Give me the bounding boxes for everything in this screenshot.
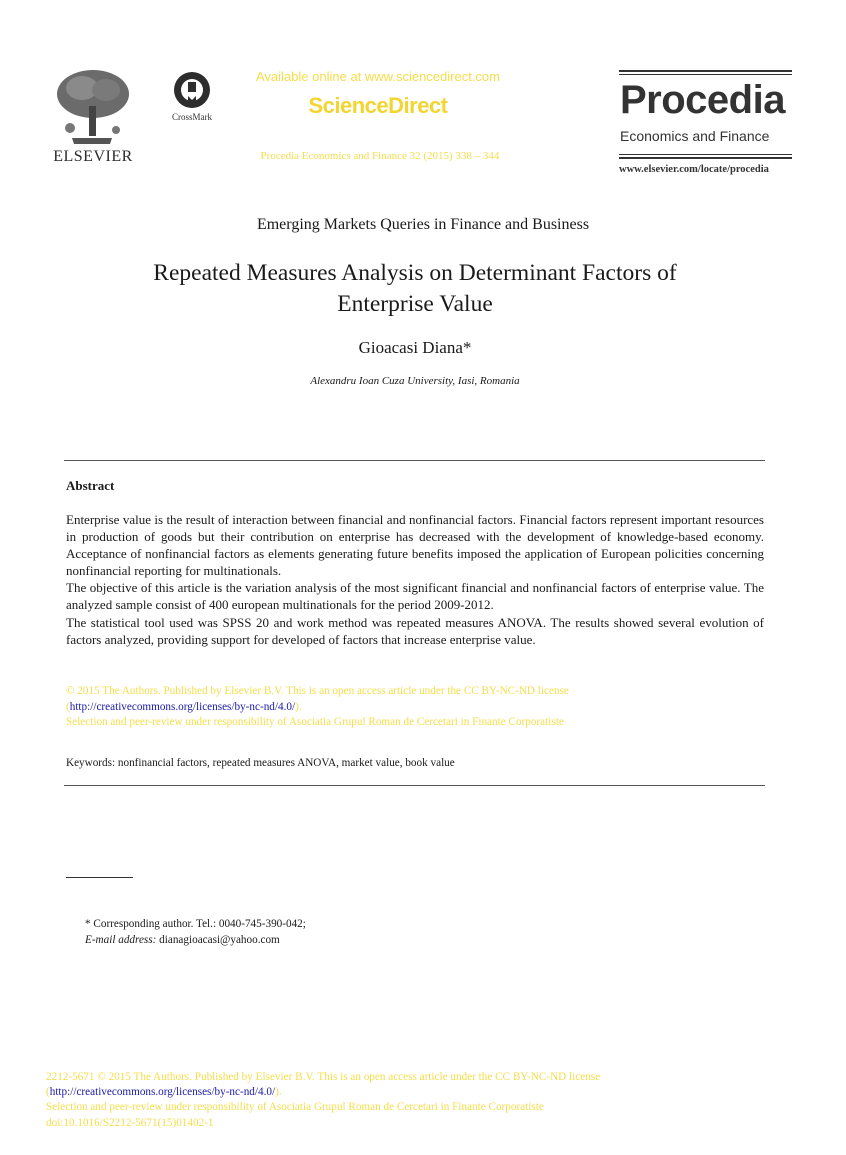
issn-copyright-line: 2212-5671 © 2015 The Authors. Published by Elsevier B.V. This is an open access article under the CC BY-NC-ND license bbox=[46, 1071, 601, 1083]
paren-open: ( bbox=[46, 1086, 50, 1099]
footnote bbox=[85, 916, 306, 948]
author-name: Gioacasi Diana* bbox=[358, 338, 472, 357]
procedia-rule-bottom-thin bbox=[619, 154, 792, 155]
bottom-license-notice bbox=[46, 1070, 826, 1131]
available-online-text: Available online at www.sciencedirect.com bbox=[256, 69, 500, 84]
abstract-paragraph: The objective of this article is the variation analysis of the most significant financial and nonfinancial factors of enterprise value. The analyzed sample consist of 400 european multinationals for the period 2009-2012. bbox=[66, 580, 764, 613]
procedia-rule-bottom bbox=[619, 157, 792, 159]
crossmark-label: CrossMark bbox=[172, 112, 212, 122]
procedia-journal-logo bbox=[619, 70, 792, 180]
license-line: © 2015 The Authors. Published by Elsevier B.V. This is an open access article under the CC BY-NC-ND license bbox=[66, 685, 569, 697]
journal-reference: Procedia Economics and Finance 32 (2015) 338 – 344 bbox=[260, 150, 500, 162]
email-line bbox=[85, 932, 306, 948]
license-link[interactable]: http://creativecommons.org/licenses/by-nc-nd/4.0/ bbox=[69, 700, 296, 713]
abstract-heading: Abstract bbox=[66, 478, 115, 493]
paren-close: ). bbox=[295, 700, 302, 713]
peer-review-line: Selection and peer-review under responsibility of Asociatia Grupul Roman de Cercetari in Finante Corporatiste bbox=[66, 716, 564, 728]
keywords: Keywords: nonfinancial factors, repeated measures ANOVA, market value, book value bbox=[66, 757, 455, 769]
abstract-paragraph: Enterprise value is the result of interaction between financial and nonfinancial factors. Financial factors represent important resources in production of goods but their contribution on enterprise has decreased with the development of knowledge-based economy. Acceptance of nonfinancial factors as elements generating future benefits imposed the application of European policities concerning nonfinancial reporting for multinationals. bbox=[66, 512, 764, 579]
procedia-title: Procedia bbox=[620, 78, 785, 122]
procedia-url[interactable]: www.elsevier.com/locate/procedia bbox=[619, 164, 769, 175]
email-label: E-mail address: bbox=[85, 934, 157, 946]
author-affiliation: Alexandru Ioan Cuza University, Iasi, Romania bbox=[310, 375, 520, 387]
abstract-top-rule bbox=[64, 460, 765, 461]
abstract-paragraph: The statistical tool used was SPSS 20 and work method was repeated measures ANOVA. The results showed several evolution of factors analyzed, providing support for developed of factors that increase enterprise value. bbox=[66, 614, 764, 647]
sciencedirect-logo: ScienceDirect bbox=[308, 93, 448, 118]
paren-open: ( bbox=[66, 700, 70, 713]
license-url-line bbox=[66, 700, 766, 716]
bottom-license-link[interactable]: http://creativecommons.org/licenses/by-nc-nd/4.0/ bbox=[49, 1086, 276, 1099]
elsevier-tree-icon bbox=[52, 66, 134, 146]
crossmark-badge[interactable] bbox=[162, 70, 222, 124]
procedia-rule-top-thin bbox=[619, 74, 792, 75]
paper-title bbox=[60, 258, 770, 320]
abstract-body bbox=[66, 511, 764, 648]
elsevier-logo bbox=[48, 66, 138, 170]
corresponding-author: * Corresponding author. Tel.: 0040-745-390-042; bbox=[85, 918, 306, 930]
bottom-peer-review-line: Selection and peer-review under responsibility of Asociatia Grupul Roman de Cercetari in Finante Corporatiste bbox=[46, 1101, 544, 1114]
keywords-bottom-rule bbox=[64, 785, 765, 786]
footnote-rule bbox=[66, 877, 133, 878]
crossmark-icon bbox=[172, 70, 212, 110]
procedia-subtitle: Economics and Finance bbox=[620, 128, 770, 144]
procedia-rule-top bbox=[619, 70, 792, 72]
email-address[interactable]: dianagioacasi@yahoo.com bbox=[159, 934, 280, 946]
elsevier-wordmark: ELSEVIER bbox=[53, 148, 133, 165]
paren-close: ). bbox=[275, 1086, 282, 1099]
paper-title-line-1: Repeated Measures Analysis on Determinant Factors of bbox=[153, 260, 677, 286]
conference-title: Emerging Markets Queries in Finance and Business bbox=[256, 216, 590, 233]
license-notice bbox=[66, 684, 766, 731]
paper-title-line-2: Enterprise Value bbox=[337, 291, 493, 317]
doi[interactable]: doi:10.1016/S2212-5671(15)01402-1 bbox=[46, 1116, 214, 1129]
bottom-url-line bbox=[46, 1085, 826, 1100]
